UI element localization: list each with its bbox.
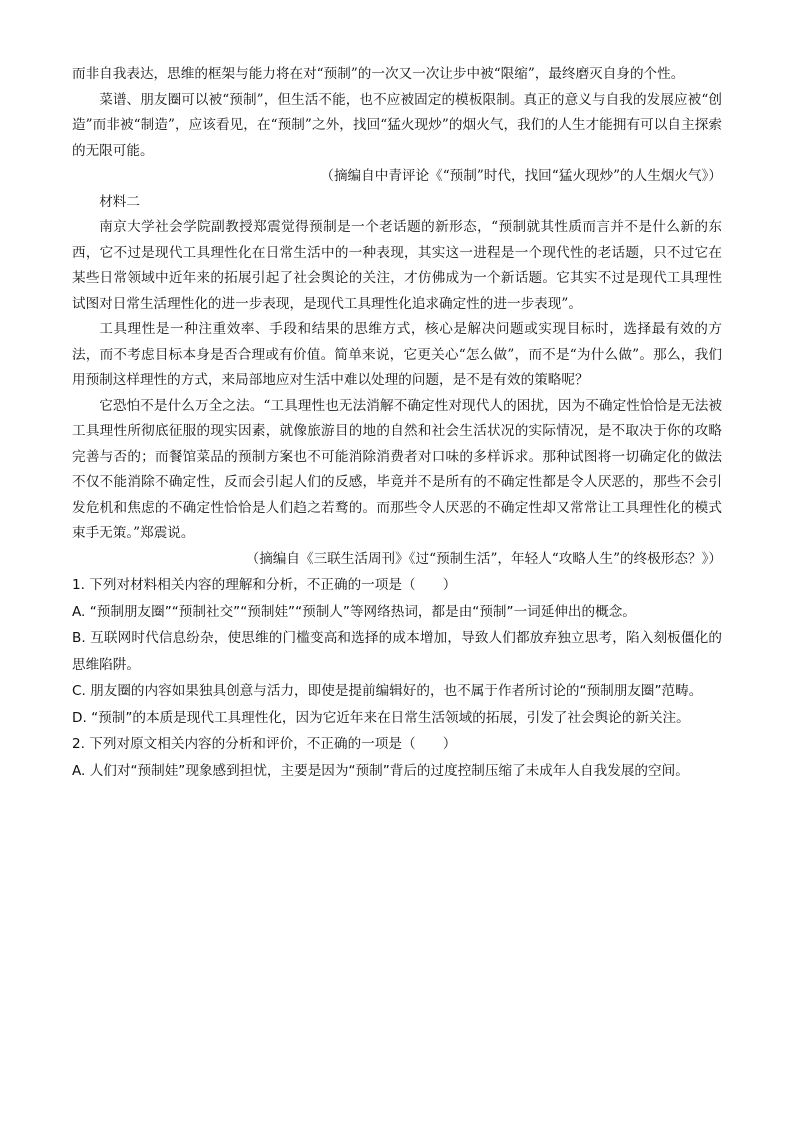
question-2 bbox=[72, 731, 722, 784]
question-1-option-d: D. “预制”的本质是现代工具理性化，因为它近年来在日常生活领域的拓展，引发了社会舆论的新关注。 bbox=[72, 709, 690, 726]
material2-heading: 材料二 bbox=[99, 193, 140, 210]
material1-source: （摘编自中青评论《“预制”时代，找回“猛火现炒”的人生烟火气》） bbox=[320, 168, 722, 184]
material2-paragraph-1: 南京大学社会学院副教授郑震觉得预制是一个老话题的新形态，“预制就其性质而言并不是什么新的东西，它不过是现代工具理性化在日常生活中的一种表现，其实这一进程是一个现代性的老话题，只不过它在某些日常领域中近年来的拓展引起了社会舆论的关注，才仿佛成为一个新话题。它其实不过是现代工具理性试图对日常生活理性化的进一步表现，是现代工具理性化追求确定性的进一步表现”。 bbox=[72, 219, 722, 312]
question-1-option-c: C. 朋友圈的内容如果独具创意与活力，即使是提前编辑好的，也不属于作者所讨论的“预制朋友圈”范畴。 bbox=[72, 683, 703, 699]
material2-paragraph-3: 它恐怕不是什么万全之法。“工具理性也无法消解不确定性对现代人的困扰，因为不确定性恰恰是无法被工具理性所彻底征服的现实因素，就像旅游目的地的自然和社会生活状况的实际情况，是不取决于你的攻略完善与否的；而餐馆菜品的预制方案也不可能消除消费者对口味的多样诉求。那种试图将一切确定化的做法不仅不能消除不确定性，反而会引起人们的反感，毕竟并不是所有的不确定性都是令人厌恶的，那些不会引发危机和焦虑的不确定性恰恰是人们趋之若鹜的。而那些令人厌恶的不确定性却又常常让工具理性化的模式束手无策。”郑震说。 bbox=[72, 397, 722, 541]
question-2-option-a: A. 人们对“预制娃”现象感到担忧，主要是因为“预制”背后的过度控制压缩了未成年人自我发展的空间。 bbox=[72, 762, 689, 779]
question-1-stem: 1. 下列对材料相关内容的理解和分析，不正确的一项是（ ） bbox=[72, 577, 457, 593]
question-1-option-b: B. 互联网时代信息纷杂，使思维的门槛变高和选择的成本增加，导致人们都放弃独立思考，陷入刻板僵化的思维陷阱。 bbox=[72, 630, 722, 673]
material2-paragraph-2: 工具理性是一种注重效率、手段和结果的思维方式，核心是解决问题或实现目标时，选择最有效的方法，而不考虑目标本身是否合理或有价值。简单来说，它更关心“怎么做”，而不是“为什么做”。那么，我们用预制这样理性的方式，来局部地应对生活中难以处理的问题，是不是有效的策略呢？ bbox=[72, 321, 722, 388]
material2-source: （摘编自《三联生活周刊》《过“预制生活”，年轻人“攻略人生”的终极形态？》） bbox=[245, 550, 722, 567]
question-2-stem: 2. 下列对原文相关内容的分析和评价，不正确的一项是（ ） bbox=[72, 736, 457, 752]
material1-paragraph-tail: 而非自我表达，思维的框架与能力将在对“预制”的一次又一次让步中被“限缩”，最终磨灭自身的个性。 bbox=[72, 66, 685, 82]
question-1-option-a: A. “预制朋友圈”“预制社交”“预制娃”“预制人”等网络热词，都是由“预制”一词延伸出的概念。 bbox=[72, 603, 636, 620]
material1-paragraph-conclusion: 菜谱、朋友圈可以被“预制”，但生活不能，也不应被固定的模板限制。真正的意义与自我的发展应被“创造”而非被“制造”，应该看见，在“预制”之外，找回“猛火现炒”的烟火气，我们的人生才能拥有可以自主探索的无限可能。 bbox=[72, 91, 722, 159]
question-1 bbox=[72, 572, 722, 731]
